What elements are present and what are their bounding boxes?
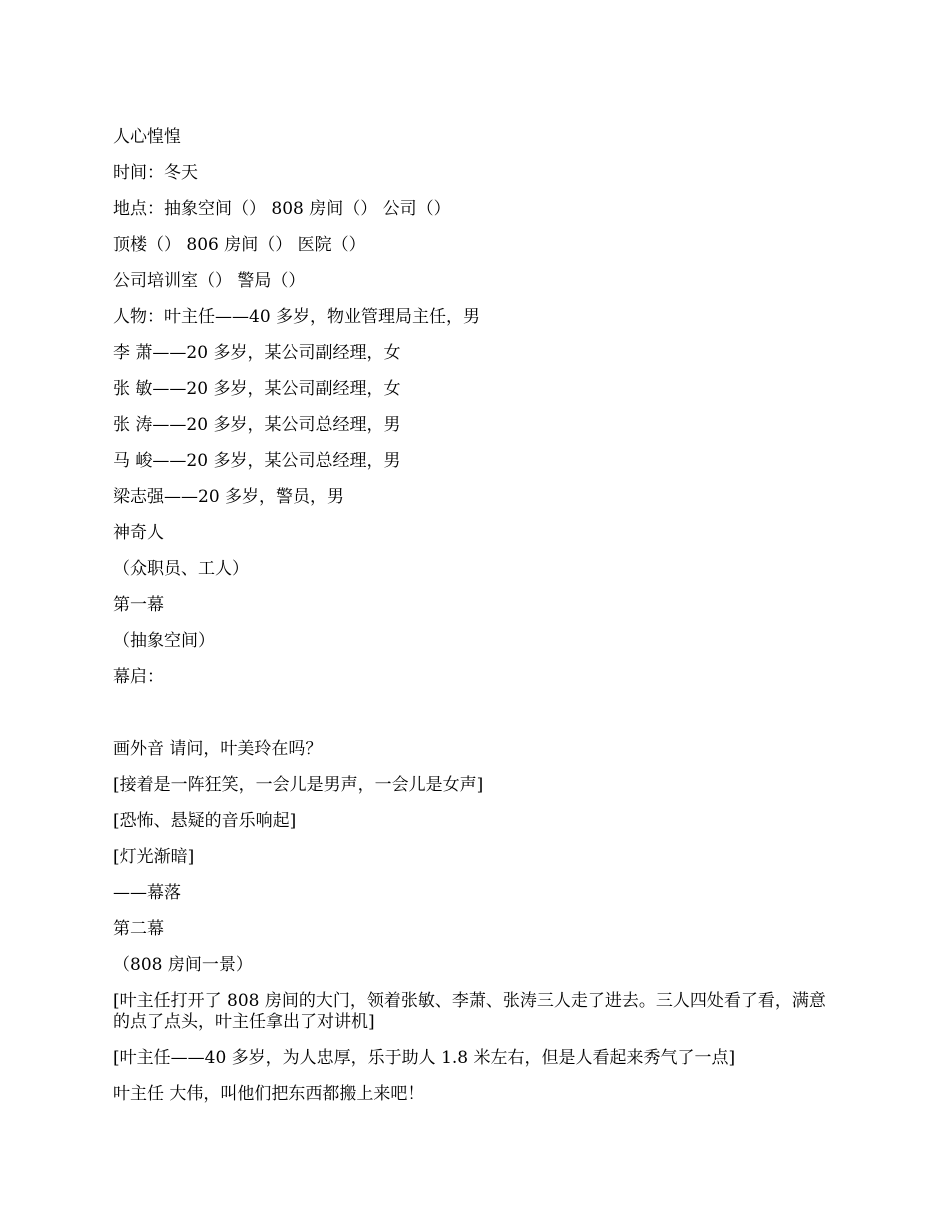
scene-setting: （808 房间一景） xyxy=(113,955,253,975)
dialogue-line: 叶主任 大伟，叫他们把东西都搬上来吧！ xyxy=(113,1084,425,1104)
character-line: 人物：叶主任——40 多岁，物业管理局主任，男 xyxy=(113,307,481,327)
dialogue-line: 画外音 请问，叶美玲在吗？ xyxy=(113,739,323,759)
location-line-1: 地点：抽象空间（） 808 房间（） 公司（） xyxy=(113,199,451,219)
act-heading: 第二幕 xyxy=(113,919,164,939)
stage-direction: [叶主任——40 多岁，为人忠厚，乐于助人 1.8 米左右，但是人看起来秀气了一点] xyxy=(113,1048,736,1068)
character-line: 神奇人 xyxy=(113,523,164,543)
script-title: 人心惶惶 xyxy=(113,127,181,147)
character-line: 马 峻——20 多岁，某公司总经理，男 xyxy=(113,451,401,471)
time-line: 时间：冬天 xyxy=(113,163,198,183)
blank-line xyxy=(113,700,833,736)
location-line-2: 顶楼（） 806 房间（） 医院（） xyxy=(113,235,366,255)
character-line: 梁志强——20 多岁，警员，男 xyxy=(113,487,345,507)
stage-direction: [接着是一阵狂笑，一会儿是男声，一会儿是女声] xyxy=(113,775,484,795)
curtain-down-line: ——幕落 xyxy=(113,883,181,903)
character-line: 张 敏——20 多岁，某公司副经理，女 xyxy=(113,379,401,399)
stage-direction-paragraph: [叶主任打开了 808 房间的大门，领着张敏、李萧、张涛三人走了进去。三人四处看了看，满意的点了点头，叶主任拿出了对讲机] xyxy=(113,991,826,1032)
act-heading: 第一幕 xyxy=(113,595,164,615)
character-line: 张 涛——20 多岁，某公司总经理，男 xyxy=(113,415,401,435)
character-line: 李 萧——20 多岁，某公司副经理，女 xyxy=(113,343,401,363)
scene-setting: （抽象空间） xyxy=(113,631,215,651)
location-line-3: 公司培训室（） 警局（） xyxy=(113,271,306,291)
stage-direction: [灯光渐暗] xyxy=(113,847,195,867)
stage-direction: [恐怖、悬疑的音乐响起] xyxy=(113,811,297,831)
curtain-up-line: 幕启： xyxy=(113,667,164,687)
script-document xyxy=(113,124,833,1117)
extras-line: （众职员、工人） xyxy=(113,559,249,579)
